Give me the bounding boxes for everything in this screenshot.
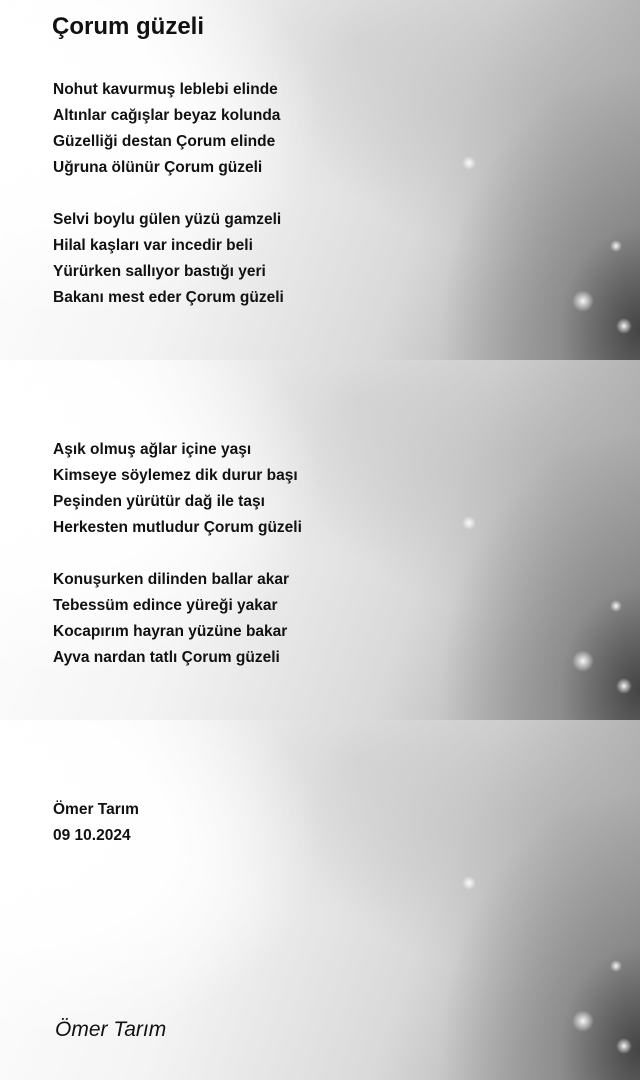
verse-line: Selvi boylu gülen yüzü gamzeli [53,211,282,228]
poem-panel-1 [0,0,640,360]
sparkle-icon [572,1010,594,1032]
verse-line: Konuşurken dilinden ballar akar [53,571,290,588]
poem-date: 09 10.2024 [53,827,131,844]
author-name: Ömer Tarım [53,801,139,818]
verse-line: Aşık olmuş ağlar içine yaşı [53,441,252,458]
verse-line: Herkesten mutludur Çorum güzeli [53,519,302,536]
poem-panel-3 [0,720,640,1080]
verse-line: Nohut kavurmuş leblebi elinde [53,81,278,98]
verse-line: Ayva nardan tatlı Çorum güzeli [53,649,280,666]
stanza-2 [53,207,284,311]
verse-line: Uğruna ölünür Çorum güzeli [53,159,263,176]
stanza-4 [53,567,289,671]
verse-line: Kocapırım hayran yüzüne bakar [53,623,288,640]
verse-line: Bakanı mest eder Çorum güzeli [53,289,284,306]
stanza-1 [53,77,280,181]
sparkle-icon [462,876,476,890]
sparkle-icon [610,600,622,612]
sparkle-icon [610,240,622,252]
poem-title: Çorum güzeli [52,13,205,40]
author-block [53,797,139,849]
verse-line: Tebessüm edince yüreği yakar [53,597,278,614]
poem-panel-2 [0,360,640,720]
verse-line: Kimseye söylemez dik durur başı [53,467,298,484]
sparkle-icon [572,290,594,312]
sparkle-icon [616,1038,632,1054]
sparkle-icon [572,650,594,672]
verse-line: Güzelliği destan Çorum elinde [53,133,276,150]
sparkle-icon [616,678,632,694]
author-signature: Ömer Tarım [55,1018,167,1041]
stanza-3 [53,437,302,541]
verse-line: Yürürken sallıyor bastığı yeri [53,263,266,280]
verse-line: Hilal kaşları var incedir beli [53,237,253,254]
sparkle-icon [462,516,476,530]
sparkle-icon [462,156,476,170]
verse-line: Peşinden yürütür dağ ile taşı [53,493,265,510]
sparkle-icon [616,318,632,334]
sparkle-icon [610,960,622,972]
verse-line: Altınlar cağışlar beyaz kolunda [53,107,281,124]
